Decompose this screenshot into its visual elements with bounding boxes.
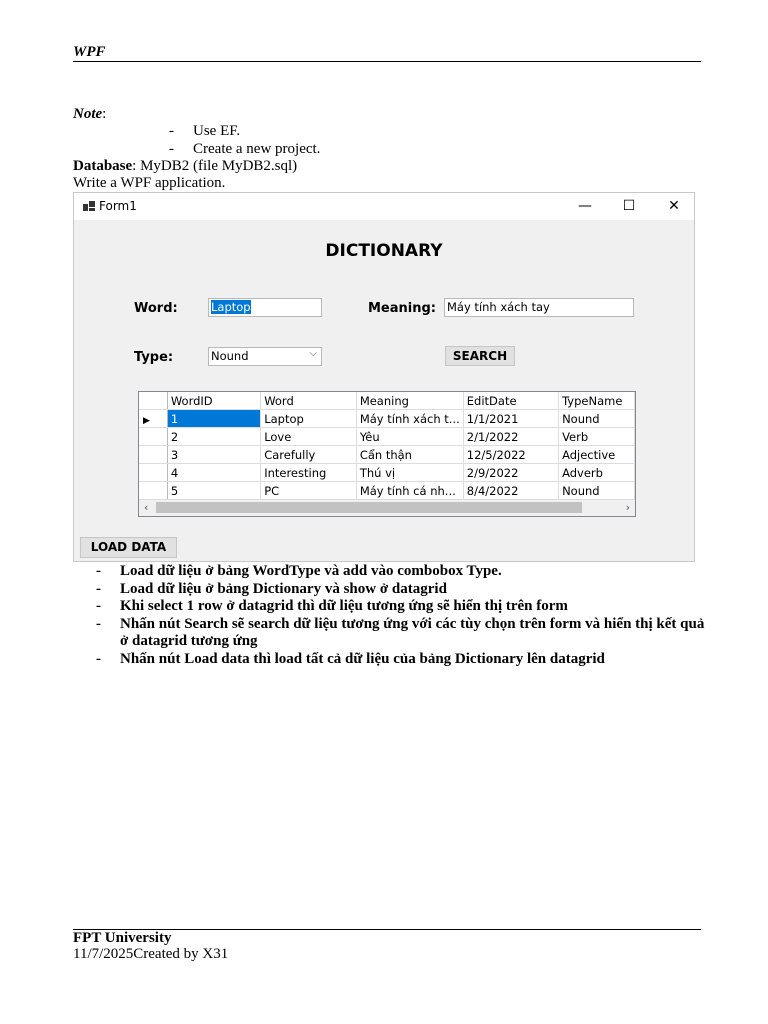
- table-cell[interactable]: Laptop: [261, 410, 357, 428]
- app-icon: [83, 201, 95, 211]
- word-input-value: Laptop: [211, 300, 251, 314]
- table-cell[interactable]: 2/9/2022: [463, 464, 558, 482]
- dictionary-datagrid[interactable]: [138, 391, 636, 517]
- instruction-line: Write a WPF application.: [73, 175, 226, 191]
- row-selector[interactable]: [139, 464, 167, 482]
- form-title: DICTIONARY: [325, 241, 443, 261]
- list-item-text: Nhấn nút Search sẽ search dữ liệu tương ứng với các tùy chọn trên form và hiển thị kết quả ở datagrid tương ứng: [120, 615, 705, 649]
- header-title: WPF: [73, 44, 106, 60]
- window-titlebar: [74, 193, 694, 220]
- table-cell[interactable]: 2/1/2022: [463, 428, 558, 446]
- column-header[interactable]: TypeName: [559, 392, 635, 410]
- row-selector[interactable]: [139, 428, 167, 446]
- table-cell[interactable]: Adjective: [559, 446, 635, 464]
- table-cell[interactable]: 1: [167, 410, 260, 428]
- table-cell[interactable]: 1/1/2021: [463, 410, 558, 428]
- column-header[interactable]: WordID: [167, 392, 260, 410]
- table-cell[interactable]: 2: [167, 428, 260, 446]
- table-row[interactable]: [139, 410, 635, 428]
- word-input[interactable]: [208, 298, 322, 317]
- column-header[interactable]: EditDate: [463, 392, 558, 410]
- chevron-down-icon: ⌵: [309, 348, 317, 359]
- table-cell[interactable]: Verb: [559, 428, 635, 446]
- table-cell[interactable]: Máy tính cá nh...: [356, 482, 463, 500]
- meaning-label: Meaning:: [368, 301, 436, 316]
- table-cell[interactable]: 5: [167, 482, 260, 500]
- header-rule: [73, 61, 701, 62]
- table-cell[interactable]: Adverb: [559, 464, 635, 482]
- scroll-right-icon[interactable]: ›: [625, 501, 630, 514]
- footer-created: 11/7/2025Created by X31: [73, 946, 229, 962]
- row-selector[interactable]: [139, 446, 167, 464]
- table-row[interactable]: [139, 446, 635, 464]
- database-label: Database: [73, 158, 133, 174]
- table-cell[interactable]: Interesting: [261, 464, 357, 482]
- row-selector[interactable]: [139, 410, 167, 428]
- column-header[interactable]: Meaning: [356, 392, 463, 410]
- search-button[interactable]: SEARCH: [445, 346, 515, 366]
- database-line: [73, 158, 297, 175]
- note-item-text: Create a new project.: [193, 141, 321, 157]
- type-combobox[interactable]: [208, 347, 322, 366]
- footer-org: FPT University: [73, 930, 172, 946]
- datagrid-table: [139, 392, 635, 500]
- table-cell[interactable]: 4: [167, 464, 260, 482]
- column-header[interactable]: Word: [261, 392, 357, 410]
- table-cell[interactable]: Love: [261, 428, 357, 446]
- table-cell[interactable]: Yêu: [356, 428, 463, 446]
- window-title: Form1: [99, 199, 137, 213]
- word-label: Word:: [134, 301, 178, 316]
- datagrid-header-row: [139, 392, 635, 410]
- list-item-text: Khi select 1 row ở datagrid thì dữ liệu tương ứng sẽ hiển thị trên form: [120, 598, 568, 614]
- scrollbar-thumb[interactable]: [156, 502, 582, 513]
- maximize-button[interactable]: ☐: [622, 198, 636, 214]
- table-row[interactable]: [139, 428, 635, 446]
- table-cell[interactable]: 3: [167, 446, 260, 464]
- horizontal-scrollbar[interactable]: [139, 499, 635, 516]
- table-cell[interactable]: Carefully: [261, 446, 357, 464]
- table-cell[interactable]: Thú vị: [356, 464, 463, 482]
- minimize-button[interactable]: —: [578, 198, 592, 214]
- note-heading: [73, 106, 106, 123]
- list-item-text: Load dữ liệu ở bảng WordType và add vào combobox Type.: [120, 563, 502, 579]
- close-button[interactable]: ✕: [668, 198, 680, 214]
- type-label: Type:: [134, 350, 174, 365]
- table-cell[interactable]: 8/4/2022: [463, 482, 558, 500]
- note-colon: :: [102, 106, 107, 122]
- row-header-corner: [139, 392, 167, 410]
- current-row-icon: ▶: [143, 415, 150, 426]
- meaning-input[interactable]: [444, 298, 634, 317]
- table-row[interactable]: [139, 464, 635, 482]
- table-row[interactable]: [139, 482, 635, 500]
- note-item-text: Use EF.: [193, 123, 241, 139]
- table-cell[interactable]: Nound: [559, 410, 635, 428]
- database-value: : MyDB2 (file MyDB2.sql): [132, 158, 298, 174]
- table-cell[interactable]: PC: [261, 482, 357, 500]
- type-combobox-value: Nound: [211, 349, 249, 363]
- load-data-button[interactable]: LOAD DATA: [80, 537, 177, 558]
- meaning-input-value: Máy tính xách tay: [447, 300, 550, 314]
- form-window: [73, 192, 695, 562]
- table-cell[interactable]: Nound: [559, 482, 635, 500]
- scroll-left-icon[interactable]: ‹: [144, 501, 149, 514]
- table-cell[interactable]: Máy tính xách t...: [356, 410, 463, 428]
- list-item-text: Load dữ liệu ở bảng Dictionary và show ở datagrid: [120, 580, 447, 597]
- table-cell[interactable]: Cẩn thận: [356, 446, 463, 464]
- list-item-text: Nhấn nút Load data thì load tất cả dữ liệu của bảng Dictionary lên datagrid: [120, 650, 605, 667]
- table-cell[interactable]: 12/5/2022: [463, 446, 558, 464]
- row-selector[interactable]: [139, 482, 167, 500]
- note-label: Note: [73, 106, 103, 122]
